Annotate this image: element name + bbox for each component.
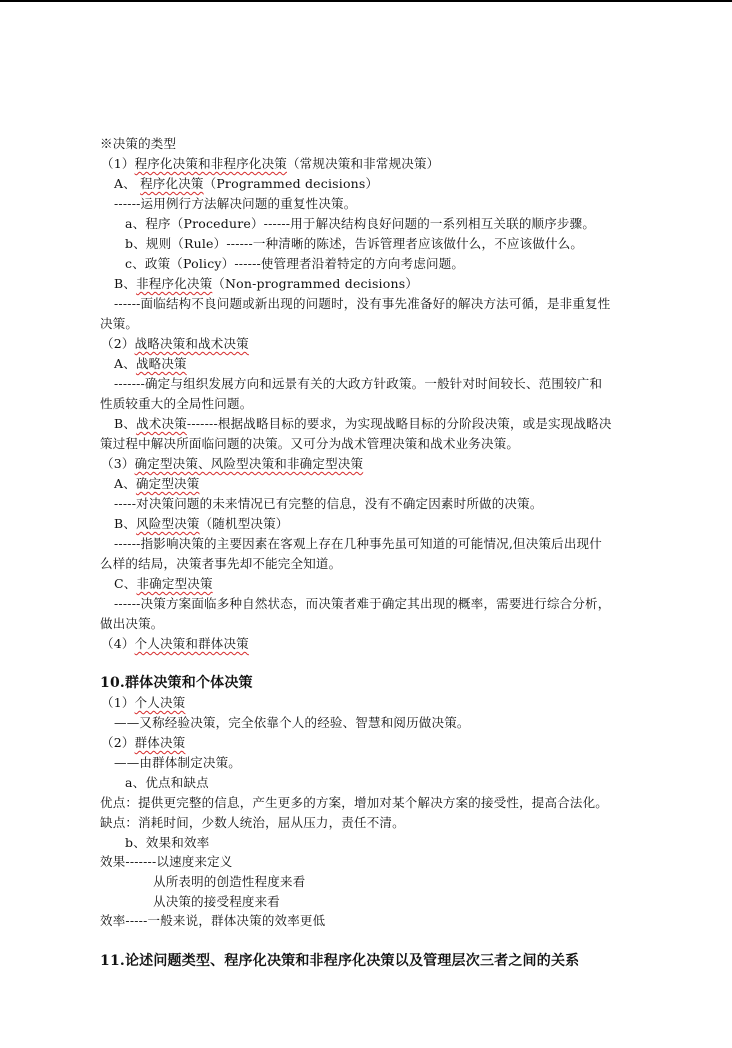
text-line: 优点：提供更完整的信息，产生更多的方案，增加对某个解决方案的接受性，提高合法化。 — [100, 795, 609, 810]
text-line: B、战术决策-------根据战略目标的要求，为实现战略目标的分阶段决策，或是实现战略决 — [114, 416, 612, 431]
text-line: ——又称经验决策，完全依靠个人的经验、智慧和阅历做决策。 — [114, 715, 470, 730]
text-line: ------指影响决策的主要因素在客观上存在几种事先虽可知道的可能情况,但决策后出现什 — [114, 536, 602, 551]
text-line: a、程序（Procedure）------用于解决结构良好问题的一系列相互关联的顺序步骤。 — [125, 216, 596, 231]
text-line: （1）程序化决策和非程序化决策（常规决策和非常规决策） — [101, 156, 440, 171]
text-line: 做出决策。 — [100, 616, 164, 631]
text-line: A、战略决策 — [114, 356, 187, 371]
section-heading: ※决策的类型 — [100, 136, 177, 151]
text-line: （2）群体决策 — [101, 735, 186, 750]
text-line: （2）战略决策和战术决策 — [101, 336, 249, 351]
heading-11: 11.论述问题类型、程序化决策和非程序化决策以及管理层次三者之间的关系 — [100, 953, 580, 969]
text-line: -------确定与组织发展方向和远景有关的大政方针政策。一般针对时间较长、范围较广和 — [114, 376, 603, 391]
text-line: 策过程中解决所面临问题的决策。又可分为战术管理决策和战术业务决策。 — [100, 436, 520, 451]
text-line: （1）个人决策 — [101, 695, 186, 710]
text-line: b、规则（Rule）------一种清晰的陈述，告诉管理者应该做什么，不应该做什么。 — [125, 236, 584, 251]
text-line: B、风险型决策（随机型决策） — [114, 516, 289, 531]
text-line: -----对决策问题的未来情况已有完整的信息，没有不确定因素时所做的决策。 — [114, 496, 543, 511]
heading-10: 10.群体决策和个体决策 — [100, 675, 253, 691]
text-line: （4）个人决策和群体决策 — [101, 636, 249, 651]
text-line: b、效果和效率 — [125, 835, 210, 850]
text-line: 缺点：消耗时间，少数人统治，屈从压力，责任不清。 — [100, 815, 405, 830]
text-line: （3）确定型决策、风险型决策和非确定型决策 — [101, 456, 364, 471]
text-line: 从所表明的创造性程度来看 — [153, 874, 306, 889]
text-line: C、非确定型决策 — [114, 576, 213, 591]
text-line: 决策。 — [100, 316, 139, 331]
text-line: ------决策方案面临多种自然状态，而决策者难于确定其出现的概率，需要进行综合分析， — [114, 596, 611, 611]
page-top-border — [0, 0, 732, 2]
text-line: ——由群体制定决策。 — [114, 755, 242, 770]
text-line: 效果-------以速度来定义 — [100, 854, 233, 869]
text-line: A、确定型决策 — [114, 476, 200, 491]
text-line: A、 程序化决策（Programmed decisions） — [114, 176, 379, 191]
text-line: 从决策的接受程度来看 — [153, 894, 281, 909]
text-line: 性质较重大的全局性问题。 — [100, 396, 253, 411]
text-line: c、政策（Policy）------使管理者沿着特定的方向考虑问题。 — [125, 256, 465, 271]
text-line: 效率-----一般来说，群体决策的效率更低 — [100, 913, 326, 928]
text-line: ------运用例行方法解决问题的重复性决策。 — [114, 196, 357, 211]
text-line: a、优点和缺点 — [125, 775, 209, 790]
text-line: 么样的结局，决策者事先却不能完全知道。 — [100, 556, 342, 571]
text-line: ------面临结构不良问题或新出现的问题时，没有事先准备好的解决方法可循，是非重复性 — [114, 296, 611, 311]
text-line: B、非程序化决策（Non-programmed decisions） — [114, 276, 419, 291]
